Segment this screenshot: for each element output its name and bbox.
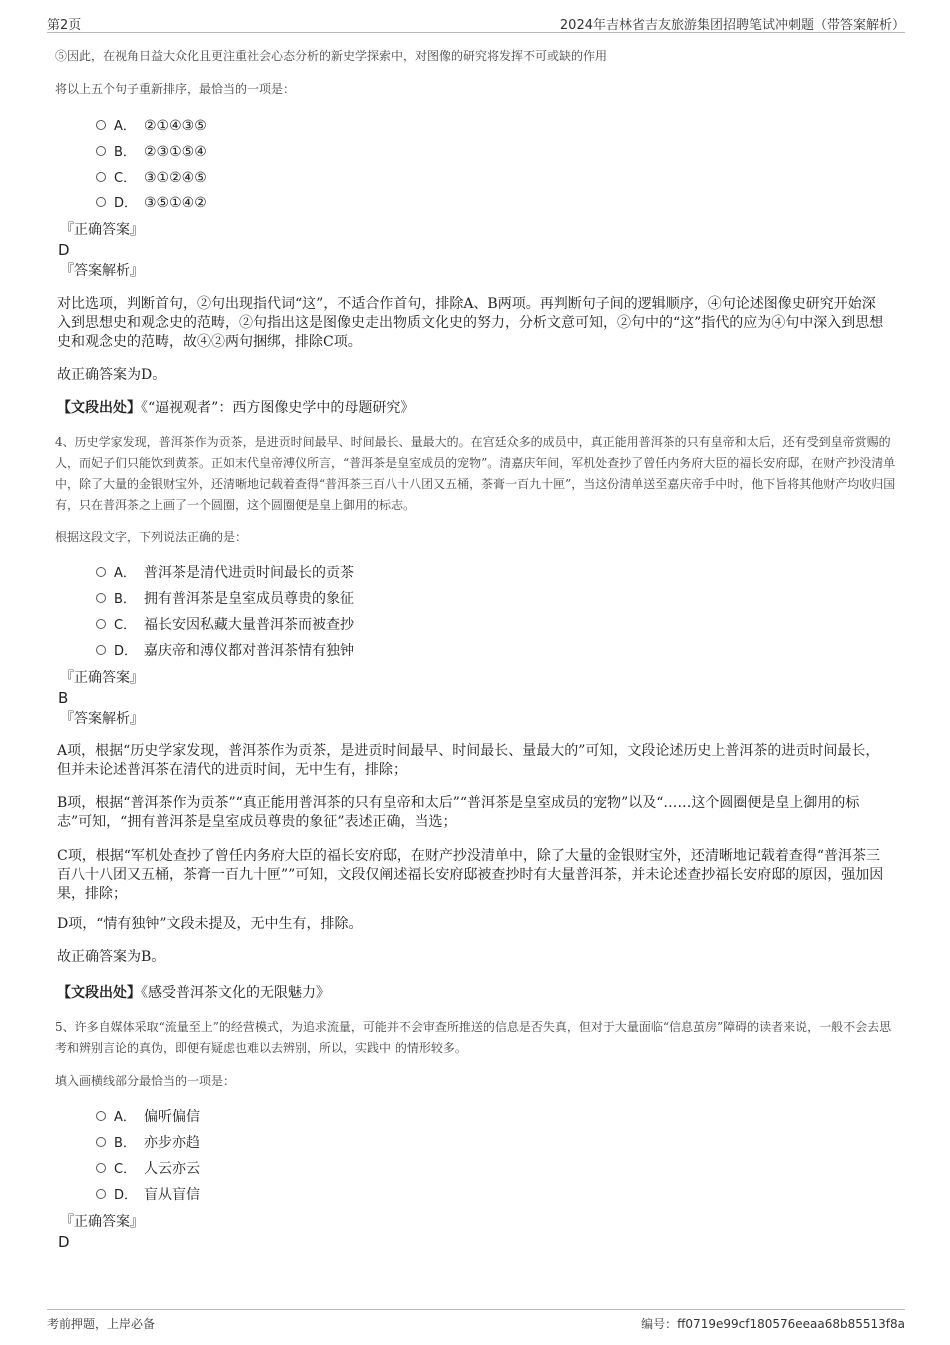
- q4-prompt: 根据这段文字，下列说法正确的是：: [55, 530, 248, 544]
- option-letter: B．: [114, 592, 136, 607]
- option-letter: D．: [114, 196, 138, 211]
- source-title: 《“逼视观者”：西方图像史学中的母题研究》: [141, 400, 415, 416]
- q5-answer-label: 『正确答案』: [60, 1214, 144, 1230]
- option-text: ②③①⑤④: [144, 144, 207, 160]
- q5-prompt: 填入画横线部分最恰当的一项是：: [55, 1074, 236, 1088]
- radio-icon[interactable]: [96, 1163, 106, 1173]
- q3-prompt: 将以上五个句子重新排序，最恰当的一项是：: [55, 82, 296, 96]
- radio-icon[interactable]: [96, 567, 106, 577]
- source-label: 【文段出处】: [57, 400, 141, 416]
- radio-icon[interactable]: [96, 645, 106, 655]
- q4-option-c[interactable]: [96, 615, 354, 635]
- footer-slogan: 考前押题，上岸必备: [47, 1317, 156, 1331]
- q3-answer-label: 『正确答案』: [60, 222, 144, 238]
- q3-option-b[interactable]: [96, 142, 207, 162]
- radio-icon[interactable]: [96, 146, 106, 156]
- document-id: 编号：ff0719e99cf180576eeaa68b85513f8a: [641, 1317, 905, 1331]
- radio-icon[interactable]: [96, 593, 106, 603]
- source-label: 【文段出处】: [57, 985, 141, 1001]
- option-letter: A．: [114, 566, 136, 581]
- option-text: 拥有普洱茶是皇室成员尊贵的象征: [144, 591, 354, 607]
- document-title: 2024年吉林省吉友旅游集团招聘笔试冲刺题（带答案解析）: [559, 18, 905, 33]
- option-letter: B．: [114, 1136, 136, 1151]
- option-letter: C．: [114, 1162, 137, 1177]
- q4-option-a[interactable]: [96, 563, 354, 583]
- q4-analysis-label: 『答案解析』: [60, 711, 144, 727]
- q3-analysis-conclusion: 故正确答案为D。: [57, 367, 167, 383]
- radio-icon[interactable]: [96, 1137, 106, 1147]
- q4-stem: 4、历史学家发现，普洱茶作为贡茶，是进贡时间最早、时间最长、量最大的。在宫廷众多的成员中，真正能用普洱茶的只有皇帝和太后，还有受到皇帝赏赐的人，而妃子们只能饮到黄茶。正如末代皇帝溥仪所言，“普洱茶是皇室成员的宠物”。清嘉庆年间，军机处查抄了曾任内务府大臣的福长安府邸，在财产抄没清单中，除了大量的金银财宝外，还清晰地记载着查得“普洱茶三百八十八团又五桶，茶膏一百九十匣”，当这份清单送至嘉庆帝手中时，他下旨将其他财产均收归国有，只在普洱茶之上画了一个圆圈，这个圆圈便是皇上御用的标志。: [55, 435, 896, 512]
- option-text: ②①④③⑤: [144, 118, 207, 134]
- option-letter: A．: [114, 1110, 136, 1125]
- page-number: 第2页: [47, 18, 82, 33]
- q4-option-d[interactable]: [96, 641, 354, 661]
- page-footer: [47, 1309, 905, 1332]
- option-text: ③①②④⑤: [144, 170, 207, 186]
- option-letter: B．: [114, 145, 136, 160]
- source-title: 《感受普洱茶文化的无限魅力》: [141, 985, 330, 1001]
- radio-icon[interactable]: [96, 197, 106, 207]
- q5-option-a[interactable]: [96, 1107, 200, 1127]
- option-letter: C．: [114, 171, 137, 186]
- option-letter: D．: [114, 644, 138, 659]
- option-text: 盲从盲信: [144, 1187, 200, 1203]
- q4-analysis-conclusion: 故正确答案为B。: [57, 949, 166, 965]
- q4-answer: B: [58, 689, 69, 707]
- option-text: 嘉庆帝和溥仪都对普洱茶情有独钟: [144, 643, 354, 659]
- radio-icon[interactable]: [96, 619, 106, 629]
- q4-analysis-a: A项，根据“历史学家发现，普洱茶作为贡茶，是进贡时间最早、时间最长、量最大的”可知，文段论述历史上普洱茶的进贡时间最长，但并未论述普洱茶在清代的进贡时间，无中生有，排除；: [57, 743, 880, 778]
- option-letter: C．: [114, 618, 137, 633]
- q3-option-a[interactable]: [96, 116, 207, 136]
- q5-answer: D: [58, 1233, 70, 1251]
- q3-analysis-paragraph: 对比选项，判断首句，②句出现指代词“这”，不适合作首句，排除A、B两项。再判断句子间的逻辑顺序，④句论述图像史研究开始深入到思想史和观念史的范畴，②句指出这是图像史走出物质文化史的努力，分析文意可知，②句中的“这”指代的应为④句中深入到思想史和观念史的范畴，故④②两句捆绑，排除C项。: [57, 296, 884, 350]
- q4-analysis-c: C项，根据“军机处查抄了曾任内务府大臣的福长安府邸，在财产抄没清单中，除了大量的金银财宝外，还清晰地记载着查得“普洱茶三百八十八团又五桶，茶膏一百九十匣””可知，文段仅阐述福长安府邸被查抄时有大量普洱茶，并未论述查抄福长安府邸的原因，强加因果，排除；: [57, 848, 884, 902]
- option-letter: A．: [114, 119, 136, 134]
- q3-answer: D: [58, 241, 70, 259]
- option-text: 普洱茶是清代进贡时间最长的贡茶: [144, 565, 354, 581]
- q4-source: [57, 983, 330, 1003]
- option-letter: D．: [114, 1188, 138, 1203]
- option-text: 人云亦云: [144, 1161, 200, 1177]
- page-header: [47, 12, 905, 33]
- option-text: 亦步亦趋: [144, 1135, 200, 1151]
- q5-option-c[interactable]: [96, 1159, 200, 1179]
- q4-option-b[interactable]: [96, 589, 354, 609]
- q3-source: [57, 398, 414, 418]
- q4-answer-label: 『正确答案』: [60, 670, 144, 686]
- radio-icon[interactable]: [96, 172, 106, 182]
- radio-icon[interactable]: [96, 120, 106, 130]
- q4-analysis-d: D项，“情有独钟”文段未提及，无中生有，排除。: [57, 916, 363, 932]
- radio-icon[interactable]: [96, 1111, 106, 1121]
- q5-stem: 5、许多自媒体采取“流量至上”的经营模式，为追求流量，可能并不会审查所推送的信息是否失真，但对于大量面临“信息茧房”障碍的读者来说，一般不会去思考和辨别言论的真伪，即便有疑虑也难以去辨别，所以，实践中 的情形较多。: [55, 1020, 892, 1055]
- q5-option-b[interactable]: [96, 1133, 200, 1153]
- option-text: 福长安因私藏大量普洱茶而被查抄: [144, 617, 354, 633]
- option-text: ③⑤①④②: [144, 195, 207, 211]
- option-text: 偏听偏信: [144, 1109, 200, 1125]
- q3-option-d[interactable]: [96, 193, 207, 213]
- q4-analysis-b: B项，根据“普洱茶作为贡茶”“真正能用普洱茶的只有皇帝和太后”“普洱茶是皇室成员的宠物”以及“……这个圆圈便是皇上御用的标志”可知，“拥有普洱茶是皇室成员尊贵的象征”表述正确，当选；: [57, 795, 860, 830]
- radio-icon[interactable]: [96, 1189, 106, 1199]
- q3-analysis-label: 『答案解析』: [60, 263, 144, 279]
- q3-option-c[interactable]: [96, 168, 207, 188]
- q5-option-d[interactable]: [96, 1185, 200, 1205]
- q3-sentence-5: ⑤因此，在视角日益大众化且更注重社会心态分析的新史学探索中，对图像的研究将发挥不可或缺的作用: [55, 49, 608, 63]
